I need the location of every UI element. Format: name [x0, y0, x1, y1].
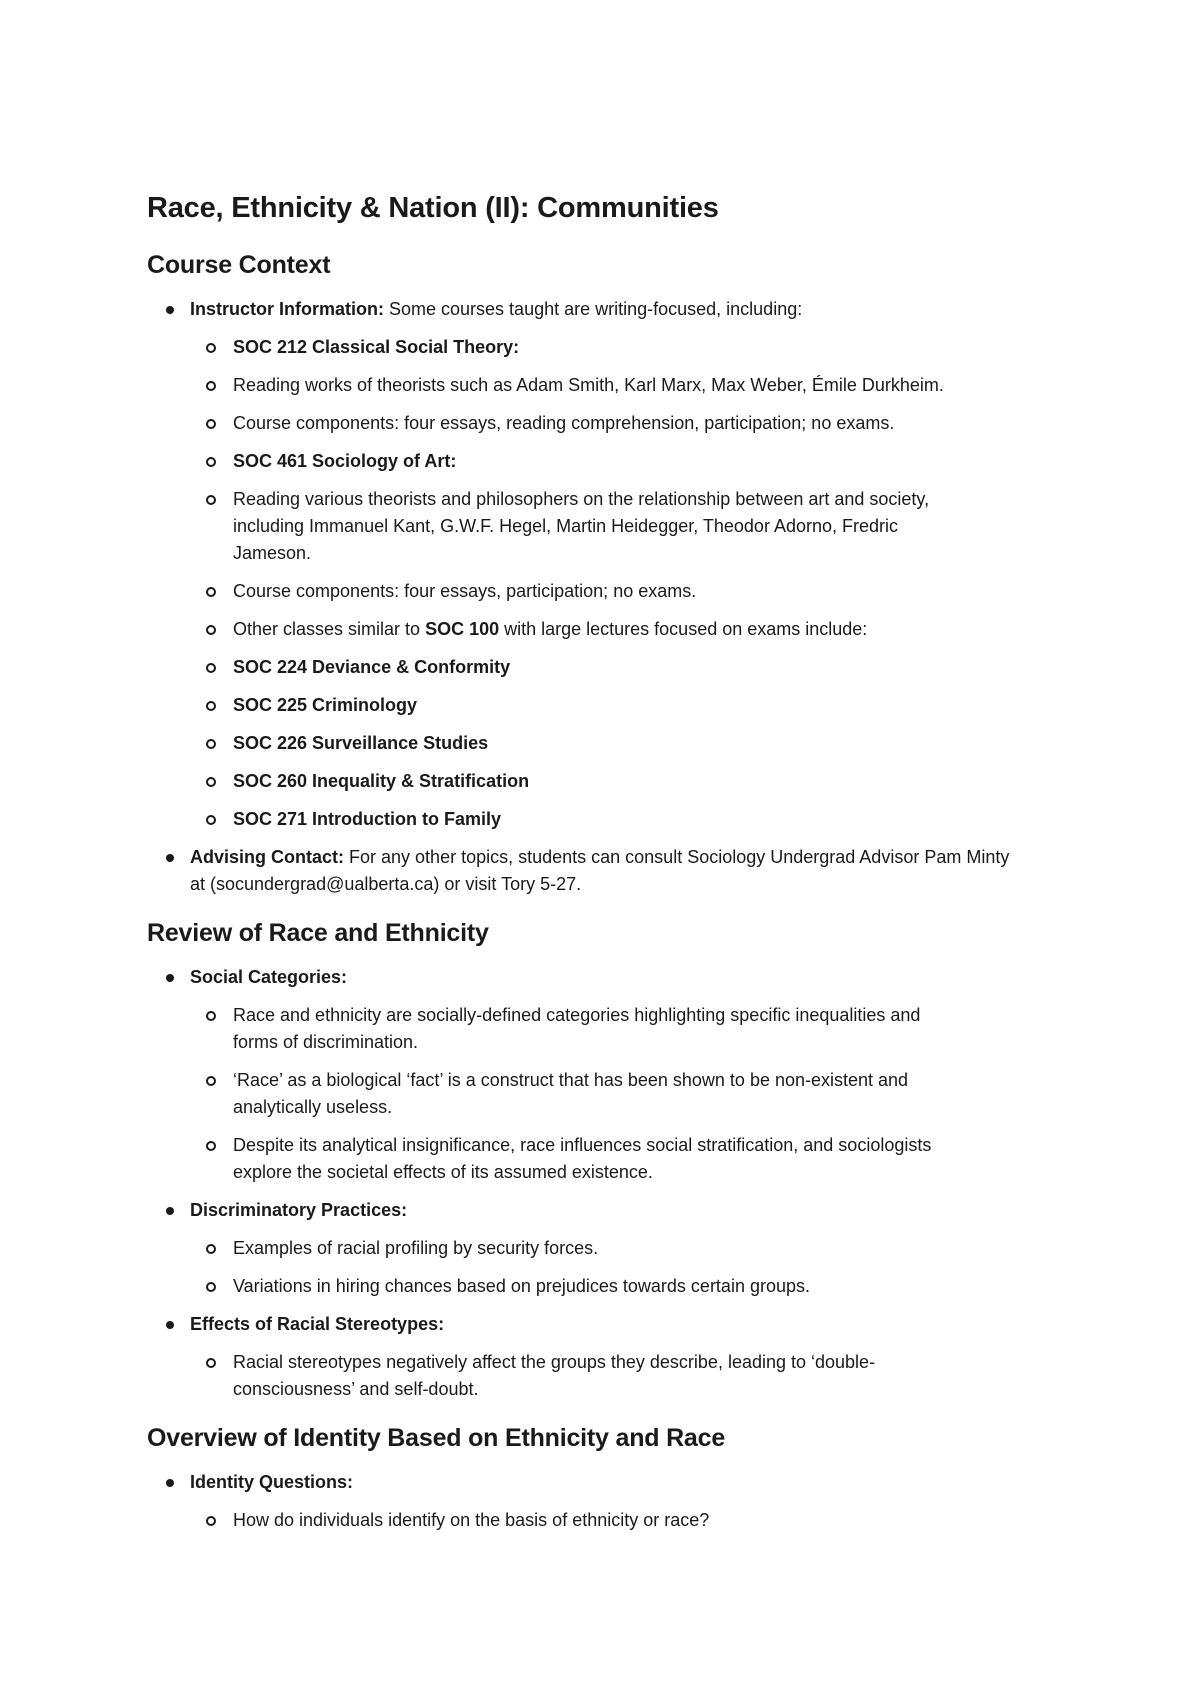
bullet-icon: [166, 1321, 174, 1329]
bullet-icon: [166, 1479, 174, 1487]
list-item: [147, 844, 1027, 898]
item-text: Some courses taught are writing-focused, including:: [384, 299, 803, 319]
sub-list-item: [190, 410, 1027, 437]
sub-item-text: Examples of racial profiling by security forces.: [233, 1238, 599, 1258]
bullet-icon: [166, 306, 174, 314]
list-item: [147, 1197, 1027, 1300]
sub-list-item: [190, 1507, 1027, 1534]
circle-bullet-icon: [206, 663, 216, 673]
item-label: Effects of Racial Stereotypes:: [190, 1314, 445, 1334]
circle-bullet-icon: [206, 343, 216, 353]
item-label: Identity Questions:: [190, 1472, 354, 1492]
item-label: Social Categories:: [190, 967, 348, 987]
bullet-icon: [166, 1207, 174, 1215]
list-item: [147, 1469, 1027, 1534]
sub-item-bold: SOC 461 Sociology of Art:: [233, 451, 457, 471]
sub-item-text: with large lectures focused on exams include:: [499, 619, 868, 639]
sub-list-item: [190, 1067, 1027, 1121]
circle-bullet-icon: [206, 777, 216, 787]
circle-bullet-icon: [206, 1358, 216, 1368]
bullet-icon: [166, 854, 174, 862]
sub-list: [190, 334, 1027, 833]
sub-item-bold: SOC 212 Classical Social Theory:: [233, 337, 520, 357]
sub-list: [190, 1507, 1027, 1534]
item-label: Advising Contact:: [190, 847, 345, 867]
circle-bullet-icon: [206, 457, 216, 467]
circle-bullet-icon: [206, 701, 216, 711]
list-item: [147, 964, 1027, 1186]
sub-item-text: Course components: four essays, reading comprehension, participation; no exams.: [233, 413, 895, 433]
sub-item-text: ‘Race’ as a biological ‘fact’ is a construct that has been shown to be non-existent and analytically useless.: [233, 1070, 909, 1117]
sub-list-item: [190, 616, 1027, 643]
sub-item-text: Despite its analytical insignificance, race influences social stratification, and sociologists explore the societal effects of its assumed existence.: [233, 1135, 932, 1182]
circle-bullet-icon: [206, 625, 216, 635]
circle-bullet-icon: [206, 587, 216, 597]
sub-list-item: [190, 768, 1027, 795]
sub-item-pre: Other classes similar to: [233, 619, 426, 639]
circle-bullet-icon: [206, 381, 216, 391]
sub-item-text: Racial stereotypes negatively affect the groups they describe, leading to ‘double-consciousness’ and self-doubt.: [233, 1352, 876, 1399]
sub-list-item: [190, 372, 1027, 399]
sub-list-item: [190, 1273, 1027, 1300]
circle-bullet-icon: [206, 1282, 216, 1292]
bullet-list: [147, 296, 1027, 898]
sub-list: [190, 1235, 1027, 1300]
sub-list-item: [190, 448, 1027, 475]
section-heading: Review of Race and Ethnicity: [147, 919, 489, 947]
section-heading: Overview of Identity Based on Ethnicity and Race: [147, 1424, 726, 1452]
circle-bullet-icon: [206, 419, 216, 429]
sub-list-item: [190, 654, 1027, 681]
list-item: [147, 1311, 1027, 1403]
circle-bullet-icon: [206, 739, 216, 749]
section-heading: Course Context: [147, 251, 331, 279]
bullet-list: [147, 1469, 1027, 1534]
sub-list-item: [190, 1349, 1027, 1403]
sub-item-bold: SOC 225 Criminology: [233, 695, 418, 715]
list-item: [147, 296, 1027, 833]
sub-item-bold: SOC 226 Surveillance Studies: [233, 733, 489, 753]
item-label: Instructor Information:: [190, 299, 384, 319]
bullet-icon: [166, 974, 174, 982]
circle-bullet-icon: [206, 1011, 216, 1021]
sub-list-item: [190, 806, 1027, 833]
sub-list-item: [190, 1235, 1027, 1262]
sub-list-item: [190, 486, 1027, 567]
sub-list-item: [190, 730, 1027, 757]
sub-item-bold: SOC 100: [425, 619, 500, 639]
sub-item-bold: SOC 224 Deviance & Conformity: [233, 657, 511, 677]
sub-item-bold: SOC 260 Inequality & Stratification: [233, 771, 530, 791]
sub-list: [190, 1002, 1027, 1186]
sub-item-text: Variations in hiring chances based on prejudices towards certain groups.: [233, 1276, 810, 1296]
sub-item-bold: SOC 271 Introduction to Family: [233, 809, 502, 829]
circle-bullet-icon: [206, 1141, 216, 1151]
item-label: Discriminatory Practices:: [190, 1200, 408, 1220]
bullet-list: [147, 964, 1027, 1403]
sub-list-item: [190, 1132, 1027, 1186]
sub-item-text: Course components: four essays, participation; no exams.: [233, 581, 697, 601]
sub-item-text: Reading works of theorists such as Adam Smith, Karl Marx, Max Weber, Émile Durkheim.: [233, 375, 944, 395]
circle-bullet-icon: [206, 815, 216, 825]
circle-bullet-icon: [206, 1516, 216, 1526]
sub-list-item: [190, 692, 1027, 719]
circle-bullet-icon: [206, 495, 216, 505]
sub-list-item: [190, 578, 1027, 605]
circle-bullet-icon: [206, 1076, 216, 1086]
document-page: [147, 188, 1027, 1545]
sub-list: [190, 1349, 1027, 1403]
sub-item-text: How do individuals identify on the basis of ethnicity or race?: [233, 1510, 710, 1530]
sub-item-text: Reading various theorists and philosophers on the relationship between art and society, including Immanuel Kant, G.W.F. Hegel, Martin Heidegger, Theodor Adorno, Fredric Jameson.: [233, 489, 930, 563]
sub-item-text: Race and ethnicity are socially-defined categories highlighting specific inequalities and forms of discrimination.: [233, 1005, 921, 1052]
item-text: For any other topics, students can consult Sociology Undergrad Advisor Pam Minty at (socundergrad@ualberta.ca) or visit Tory 5-27.: [190, 847, 1010, 894]
circle-bullet-icon: [206, 1244, 216, 1254]
sub-list-item: [190, 1002, 1027, 1056]
page-title: Race, Ethnicity & Nation (II): Communities: [147, 192, 719, 224]
sub-list-item: [190, 334, 1027, 361]
